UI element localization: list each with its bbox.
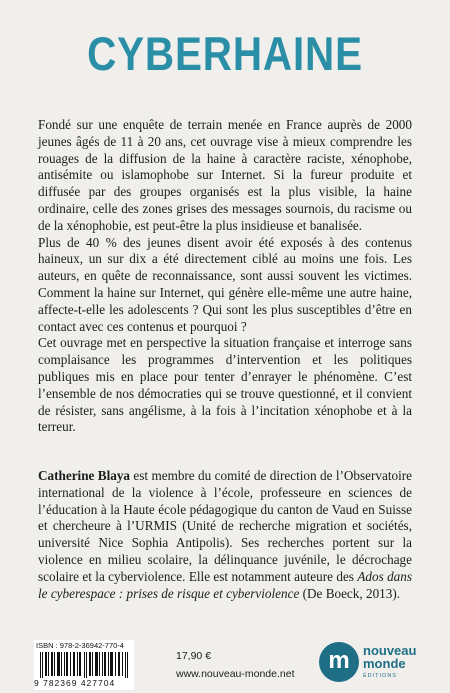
price: 17,90 €	[176, 650, 212, 662]
back-cover-description	[38, 117, 412, 436]
description-paragraph-2: Plus de 40 % des jeunes disent avoir été exposés à des contenus haineux, un sur dix a été directement ciblé au moins une fois. Les auteurs, en quête de reconnaissance, sont aussi souvent les victimes. Comment la haine sur Internet, qui génère elle-même une autre haine, affecte-t-elle les adolescents ? Qui sont les plus susceptibles d’être en contact avec ces contenus et pourquoi ?	[38, 234, 412, 334]
logo-letter: m	[328, 647, 350, 674]
bio-text-2: (De Boeck, 2013).	[299, 585, 401, 601]
logo-subtitle: ÉDITIONS	[363, 673, 397, 679]
publisher-logo	[319, 641, 419, 685]
book-title: CYBERHAINE	[87, 27, 363, 80]
barcode-icon	[40, 652, 132, 678]
author-bio	[38, 468, 412, 602]
publisher-website: www.nouveau-monde.net	[176, 668, 295, 680]
logo-line-1: nouveau	[363, 643, 417, 658]
logo-wordmark	[363, 644, 416, 670]
description-paragraph-1: Fondé sur une enquête de terrain menée en France auprès de 2000 jeunes âgés de 11 à 20 ans, cet ouvrage vise à mieux comprendre les rouages de la diffusion de la haine à caractère raciste, xénophobe, antisémite ou islamophobe sur Internet. Si la fureur produite et diffusée par des groupes organisés est la plus visible, la haine ordinaire, celle des zones grises des messages sournois, du racisme ou de la xénophobie, est peut-être la plus insidieuse et banalisée.	[38, 117, 412, 233]
barcode-digits: 9 782369 427704	[34, 678, 116, 688]
author-name: Catherine Blaya	[38, 468, 131, 483]
bio-text-1: est membre du comité de direction de l’Observatoire international de la violence à l’école, professeure en sciences de l’éducation à la Haute école pédagogique du canton de Vaud en Suisse et chercheure à l’URMIS (Unité de recherche migration et sociétés, université Nice Sophia Antipolis). Ses recherches portent sur la violence en milieu scolaire, la délinquance juvénile, le décrochage scolaire et la cyberviolence. Elle est notamment auteure des	[38, 468, 412, 584]
description-paragraph-3: Cet ouvrage met en perspective la situation française et interroge sans complaisance les programmes d’intervention et les politiques publiques mis en place pour tenter d’enrayer le phénomène. C’est l’ensemble de nos démocraties qui se trouve questionné, et il convient de résister, sans angélisme, à la fois à l’incitation xénophobe et à la terreur.	[38, 335, 412, 435]
isbn: ISBN : 978-2-36942-770-4	[36, 641, 124, 650]
logo-line-2: monde	[363, 656, 406, 671]
bio-book-title: Ados dans le cyberespace : prises de risque et cyberviolence	[38, 568, 412, 601]
